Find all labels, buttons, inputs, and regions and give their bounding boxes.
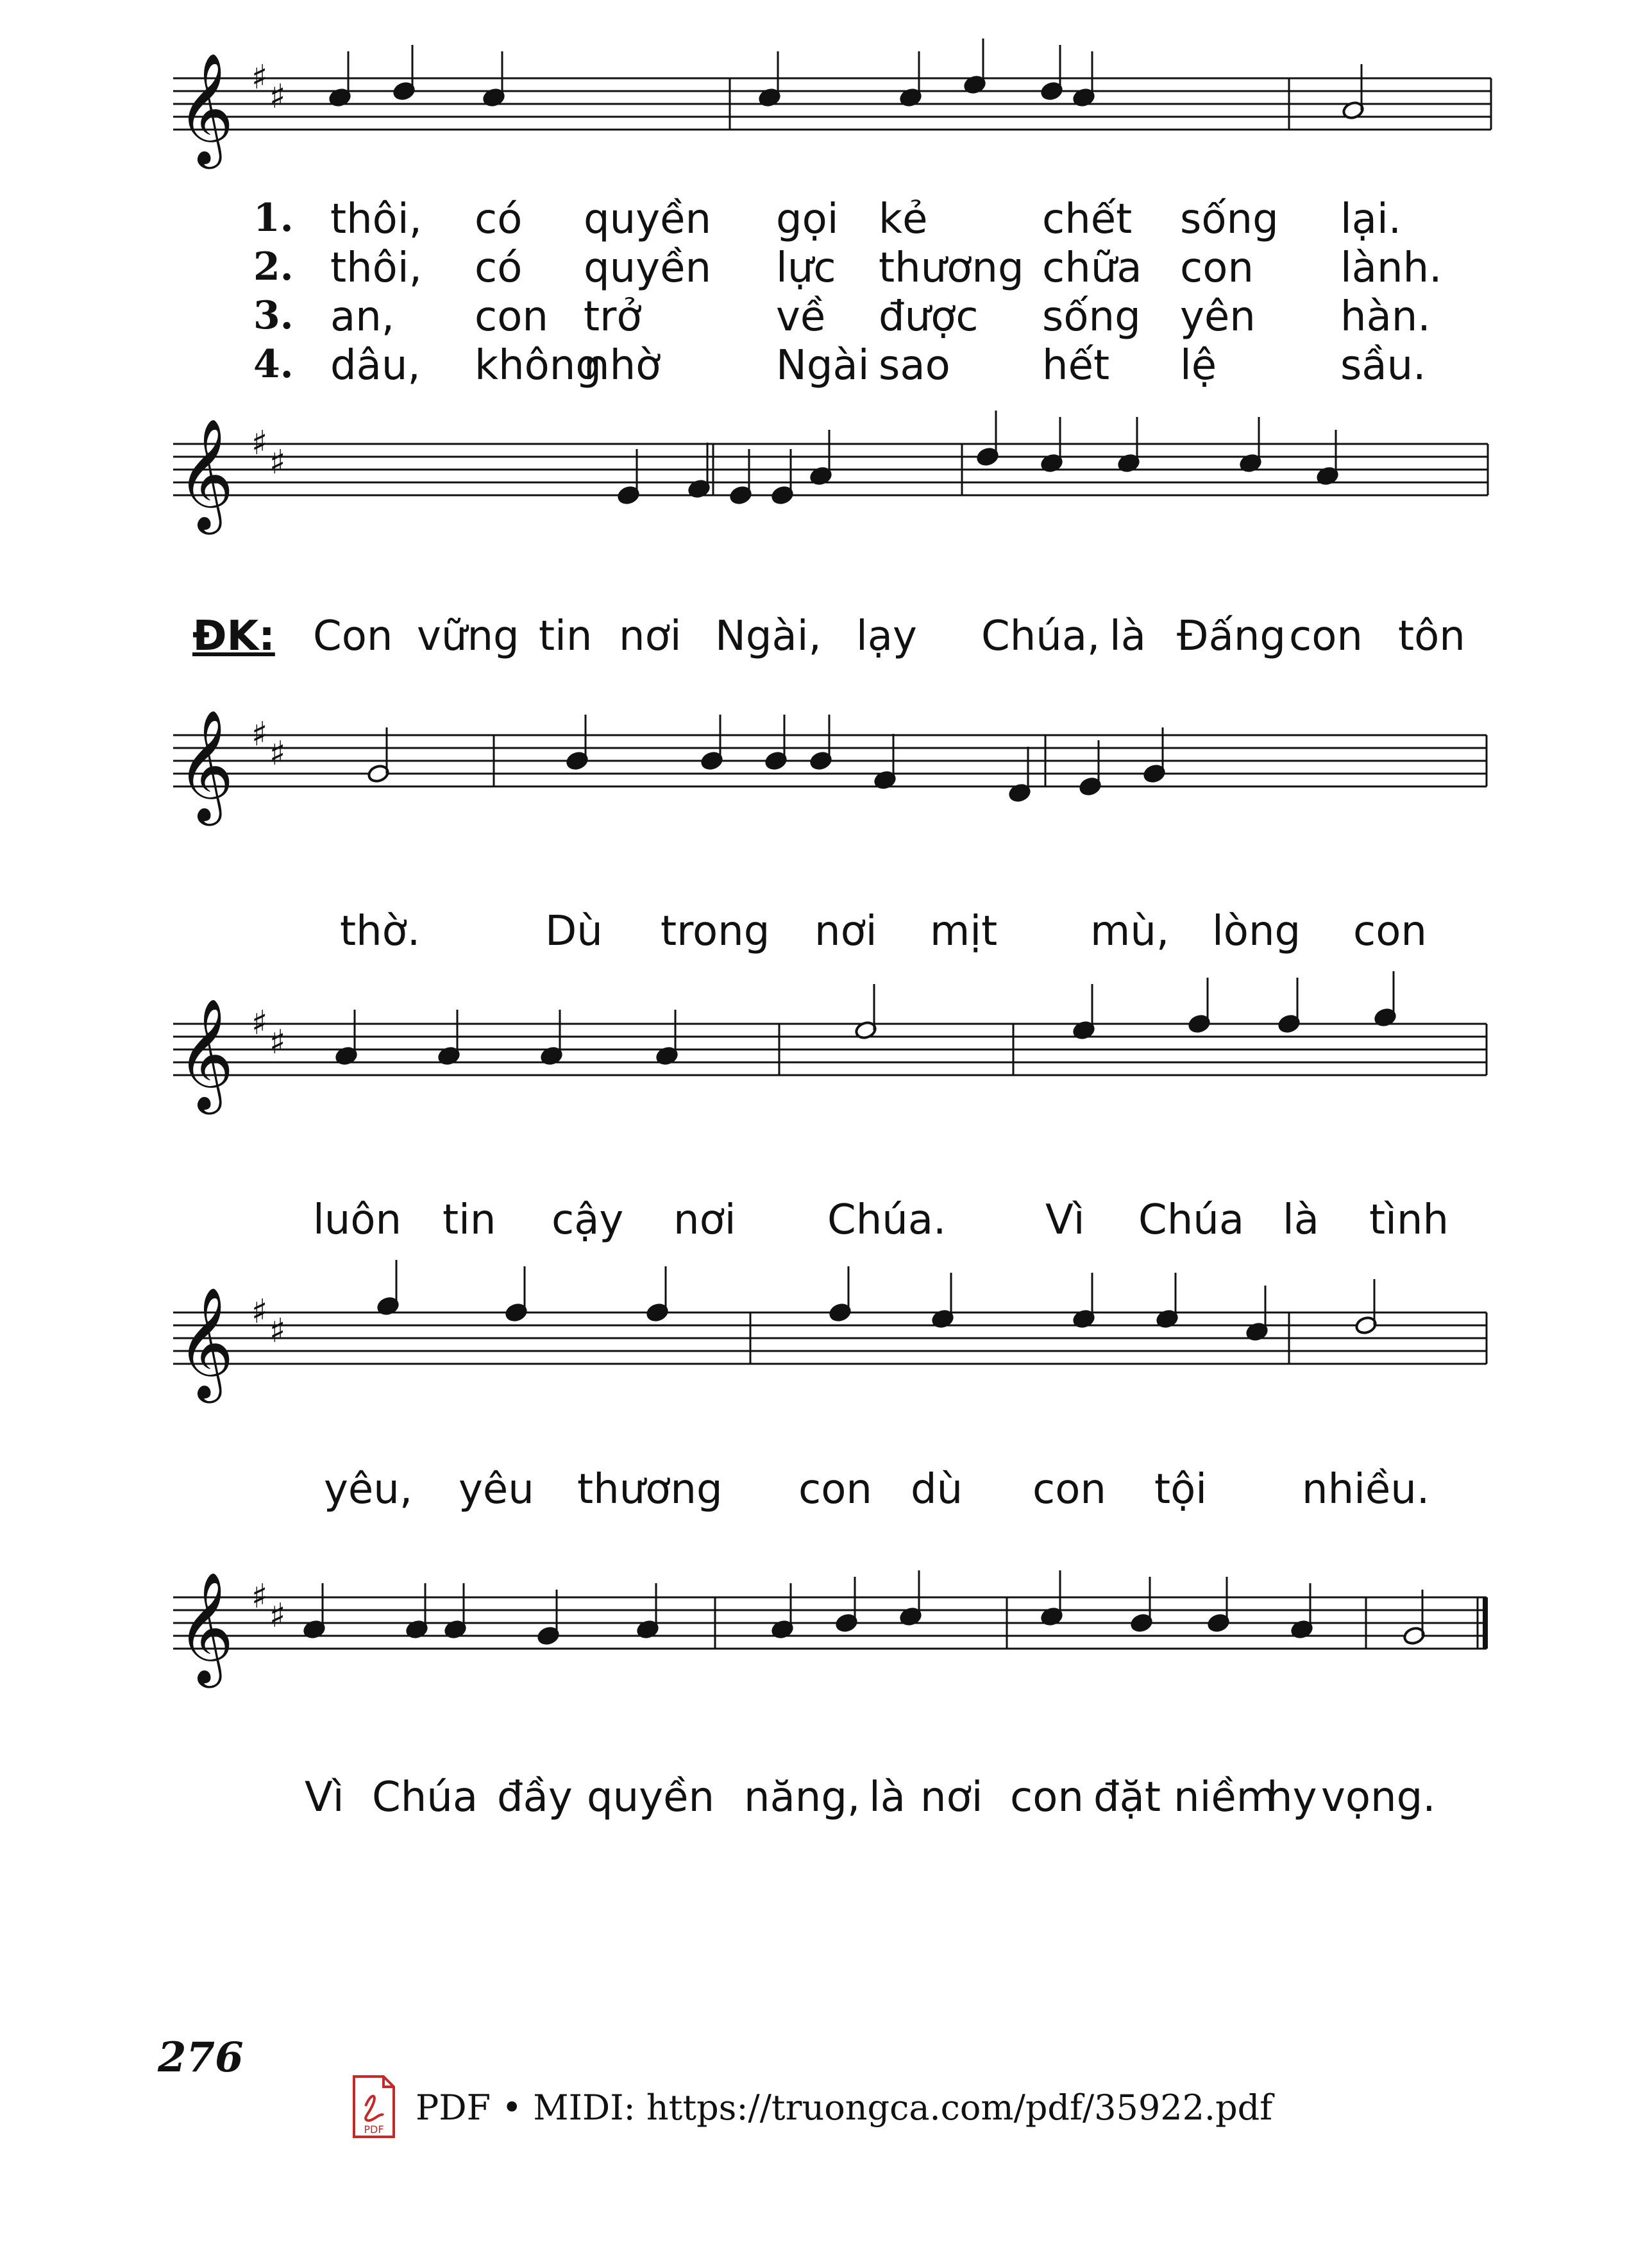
sharp-icon: ♯ [269, 1023, 286, 1062]
verse-number: 1. [253, 196, 294, 241]
sharp-icon: ♯ [269, 443, 286, 482]
lyric-word: đặt [1093, 1774, 1161, 1821]
lyric-word: Chúa [1138, 1196, 1245, 1244]
chorus-label: ĐK: [192, 613, 275, 660]
lyric-word: gọi [776, 196, 839, 243]
footer [351, 2072, 1272, 2143]
lyric-word: Dù [545, 908, 603, 955]
lyric-word: lòng [1212, 908, 1301, 955]
lyric-word: mịt [930, 908, 998, 955]
lyric-word: Chúa [372, 1774, 478, 1821]
lyric-word: sống [1180, 196, 1279, 243]
treble-clef-icon: 𝄞 [177, 709, 234, 821]
lyric-word: về [776, 293, 826, 341]
page-number: 276 [158, 2034, 244, 2082]
lyric-word: tin [442, 1196, 496, 1244]
sharp-icon: ♯ [269, 1597, 286, 1635]
lyric-word: hy [1267, 1774, 1317, 1821]
lyric-word: mù, [1090, 908, 1170, 955]
lyric-word: lại. [1340, 196, 1402, 243]
sharp-icon: ♯ [251, 1293, 268, 1331]
lyric-word: là [1283, 1196, 1319, 1244]
lyric-word: sầu. [1340, 342, 1426, 389]
pdf-icon [351, 2075, 396, 2139]
footer-link[interactable]: PDF • MIDI: https://truongca.com/pdf/35922.pdf [416, 2087, 1273, 2128]
lyric-word: nhiều. [1302, 1466, 1430, 1513]
lyric-word: con [1180, 244, 1254, 292]
lyric-word: kẻ [879, 196, 928, 243]
lyric-word: có [475, 244, 523, 292]
lyric-word: đầy [497, 1774, 573, 1821]
lyric-word: thôi, [330, 196, 422, 243]
lyric-word: dâu, [330, 342, 421, 389]
lyric-word: quyền [584, 196, 711, 243]
lyric-word: tội [1154, 1466, 1208, 1513]
treble-clef-icon: 𝄞 [177, 998, 234, 1110]
lyric-word: vững [417, 613, 519, 660]
sharp-icon: ♯ [269, 735, 286, 773]
final-barline [1483, 1597, 1488, 1649]
lyric-word: trở [584, 293, 642, 341]
lyric-word: an, [330, 293, 395, 341]
lyric-word: sao [879, 342, 950, 389]
lyric-word: yêu, [324, 1466, 413, 1513]
lyric-word: chết [1042, 196, 1133, 243]
lyric-word: được [879, 293, 979, 341]
lyric-word: thôi, [330, 244, 422, 292]
sharp-icon: ♯ [251, 1004, 268, 1042]
lyric-word: quyền [587, 1774, 714, 1821]
lyric-word: Chúa, [981, 613, 1100, 660]
lyric-word: luôn [313, 1196, 402, 1244]
lyric-word: Chúa. [827, 1196, 947, 1244]
treble-clef-icon: 𝄞 [177, 418, 234, 530]
lyric-word: nhờ [584, 342, 661, 389]
verse-number: 2. [253, 244, 294, 289]
lyric-word: con [1289, 613, 1363, 660]
lyric-word: Vì [1045, 1196, 1085, 1244]
sharp-icon: ♯ [251, 58, 268, 97]
sharp-icon: ♯ [251, 715, 268, 754]
lyric-word: là [1109, 613, 1146, 660]
lyric-word: dù [911, 1466, 963, 1513]
verse-number: 4. [253, 342, 294, 387]
lyric-word: Đấng [1177, 613, 1286, 660]
lyric-word: nơi [619, 613, 682, 660]
lyric-word: chữa [1042, 244, 1142, 292]
lyric-word: con [798, 1466, 872, 1513]
lyric-word: niềm [1174, 1774, 1277, 1821]
lyric-word: không [475, 342, 602, 389]
treble-clef-icon: 𝄞 [177, 1287, 234, 1398]
lyric-word: thờ. [340, 908, 421, 955]
sharp-icon: ♯ [251, 424, 268, 463]
lyric-word: hàn. [1340, 293, 1431, 341]
treble-clef-icon: 𝄞 [177, 53, 234, 164]
lyric-word: lệ [1180, 342, 1217, 389]
lyric-word: yên [1180, 293, 1256, 341]
lyric-word: tôn [1398, 613, 1465, 660]
lyric-word: hết [1042, 342, 1110, 389]
lyric-word: Vì [305, 1774, 344, 1821]
lyric-word: lực [776, 244, 836, 292]
sharp-icon: ♯ [269, 78, 286, 116]
lyric-word: trong [661, 908, 770, 955]
lyric-word: cậy [552, 1196, 624, 1244]
lyric-word: Con [313, 613, 393, 660]
lyric-word: năng, [744, 1774, 861, 1821]
lyric-word: Ngài, [715, 613, 822, 660]
lyric-word: nơi [920, 1774, 983, 1821]
sharp-icon: ♯ [251, 1577, 268, 1616]
lyric-word: có [475, 196, 523, 243]
lyric-word: con [1010, 1774, 1084, 1821]
treble-clef-icon: 𝄞 [177, 1572, 234, 1683]
lyric-word: lạy [856, 613, 917, 660]
lyric-word: con [1032, 1466, 1106, 1513]
lyric-word: tin [539, 613, 593, 660]
svg-text:PDF: PDF [364, 2123, 384, 2136]
lyric-word: vọng. [1321, 1774, 1436, 1821]
lyric-word: con [1353, 908, 1427, 955]
lyric-word: Ngài [776, 342, 870, 389]
verse-number: 3. [253, 293, 294, 338]
lyric-word: nơi [673, 1196, 736, 1244]
sharp-icon: ♯ [269, 1312, 286, 1350]
lyric-word: con [475, 293, 548, 341]
lyric-word: thương [879, 244, 1024, 292]
lyric-word: là [869, 1774, 906, 1821]
lyric-word: nơi [814, 908, 877, 955]
lyric-word: quyền [584, 244, 711, 292]
lyric-word: thương [577, 1466, 723, 1513]
lyric-word: yêu [459, 1466, 534, 1513]
lyric-word: lành. [1340, 244, 1442, 292]
lyric-word: sống [1042, 293, 1141, 341]
lyric-word: tình [1369, 1196, 1449, 1244]
